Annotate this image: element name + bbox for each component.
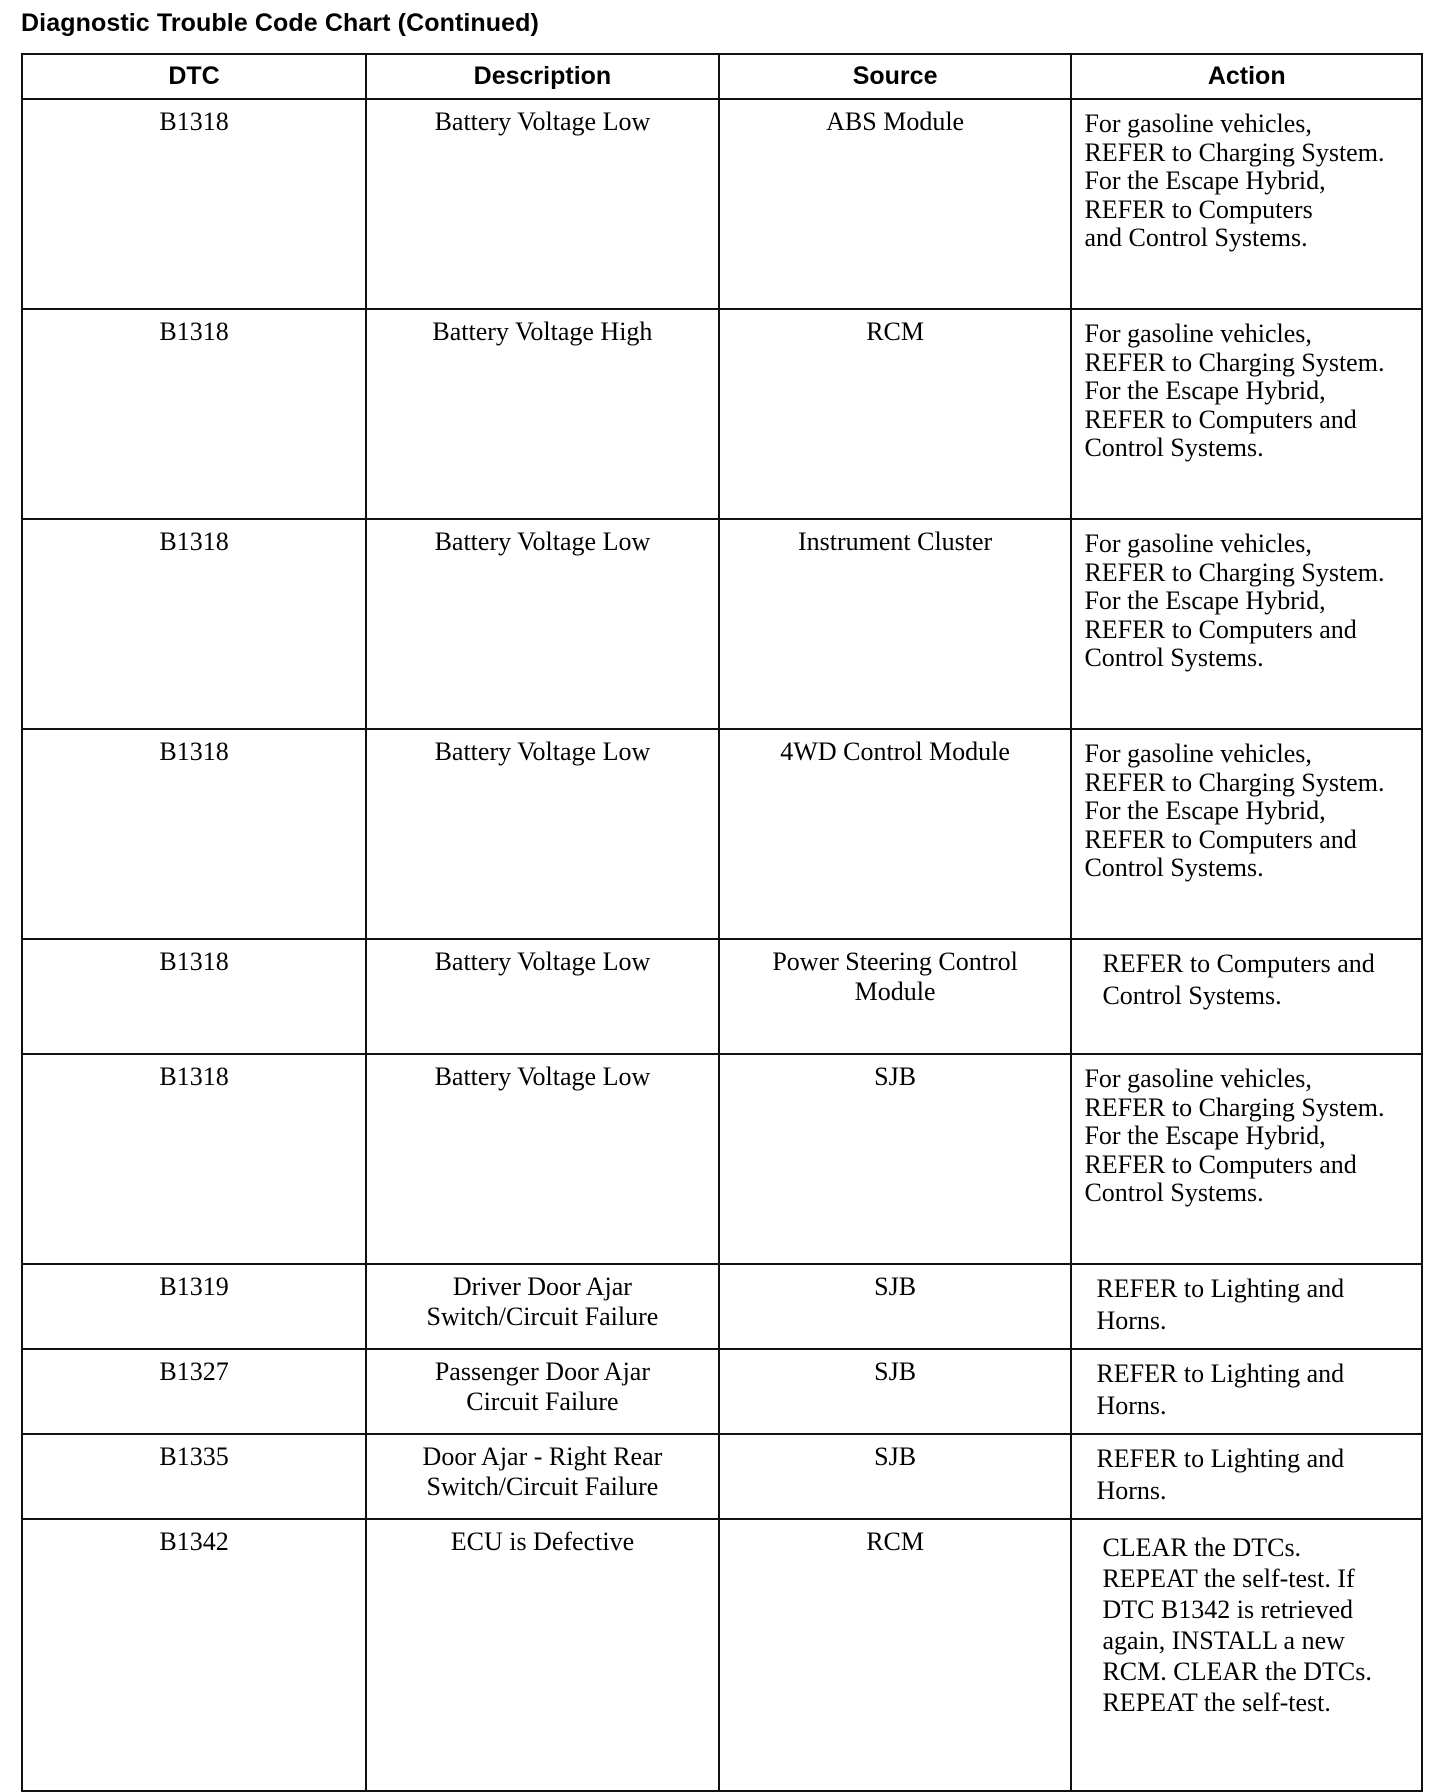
dtc-description: Battery Voltage Low: [366, 99, 719, 309]
dtc-description-text: Passenger Door Ajar Circuit Failure: [434, 1357, 651, 1416]
dtc-action: REFER to Lighting and Horns.: [1096, 1444, 1345, 1505]
dtc-code: B1342: [22, 1519, 366, 1791]
table-row: [22, 1349, 1422, 1434]
page-title: Diagnostic Trouble Code Chart (Continued): [21, 9, 539, 37]
dtc-source: RCM: [719, 309, 1072, 519]
dtc-code: B1318: [22, 729, 366, 939]
dtc-action: For gasoline vehicles, REFER to Charging System. For the Escape Hybrid, REFER to Computers and Control Systems.: [1084, 739, 1385, 882]
dtc-code: B1335: [22, 1434, 366, 1519]
table-row: [22, 939, 1422, 1054]
dtc-source: SJB: [719, 1264, 1072, 1349]
dtc-action-cell: [1071, 729, 1422, 939]
dtc-table: [21, 53, 1423, 1792]
dtc-action-cell: [1071, 99, 1422, 309]
table-row: [22, 1434, 1422, 1519]
dtc-code: B1318: [22, 519, 366, 729]
dtc-code: B1318: [22, 1054, 366, 1264]
table-row: [22, 309, 1422, 519]
dtc-code: B1327: [22, 1349, 366, 1434]
dtc-description-text: Driver Door Ajar Switch/Circuit Failure: [426, 1272, 659, 1331]
column-header-dtc: DTC: [22, 54, 366, 99]
dtc-code: B1318: [22, 939, 366, 1054]
dtc-description: [366, 1434, 719, 1519]
dtc-source: SJB: [719, 1054, 1072, 1264]
dtc-description: [366, 1264, 719, 1349]
dtc-description: Battery Voltage Low: [366, 1054, 719, 1264]
dtc-description: ECU is Defective: [366, 1519, 719, 1791]
dtc-action: REFER to Computers and Control Systems.: [1102, 949, 1375, 1010]
dtc-code: B1318: [22, 309, 366, 519]
dtc-action-cell: [1071, 1264, 1422, 1349]
dtc-source: RCM: [719, 1519, 1072, 1791]
dtc-action: For gasoline vehicles, REFER to Charging System. For the Escape Hybrid, REFER to Computers and Control Systems.: [1084, 319, 1385, 462]
dtc-source: [719, 939, 1072, 1054]
dtc-action-cell: [1071, 1054, 1422, 1264]
table-row: [22, 1054, 1422, 1264]
dtc-description: Battery Voltage Low: [366, 939, 719, 1054]
column-header-action: Action: [1071, 54, 1422, 99]
table-header-row: [22, 54, 1422, 99]
dtc-description: [366, 1349, 719, 1434]
dtc-action: For gasoline vehicles, REFER to Charging System. For the Escape Hybrid, REFER to Computers and Control Systems.: [1084, 1064, 1385, 1207]
dtc-source: SJB: [719, 1434, 1072, 1519]
dtc-description: Battery Voltage Low: [366, 729, 719, 939]
dtc-action: For gasoline vehicles, REFER to Charging System. For the Escape Hybrid, REFER to Computers and Control Systems.: [1084, 109, 1385, 252]
dtc-source: 4WD Control Module: [719, 729, 1072, 939]
table-row: [22, 519, 1422, 729]
dtc-source-text: Power Steering Control Module: [772, 947, 1018, 1006]
table-row: [22, 729, 1422, 939]
dtc-action-cell: [1071, 1434, 1422, 1519]
table-row: [22, 1519, 1422, 1791]
dtc-action-cell: [1071, 1519, 1422, 1791]
column-header-description: Description: [366, 54, 719, 99]
dtc-source: SJB: [719, 1349, 1072, 1434]
dtc-code: B1318: [22, 99, 366, 309]
dtc-code: B1319: [22, 1264, 366, 1349]
dtc-action-cell: [1071, 519, 1422, 729]
dtc-action: REFER to Lighting and Horns.: [1096, 1359, 1345, 1420]
dtc-action-cell: [1071, 939, 1422, 1054]
dtc-description: Battery Voltage Low: [366, 519, 719, 729]
dtc-description: Battery Voltage High: [366, 309, 719, 519]
table-row: [22, 99, 1422, 309]
dtc-description-text: Door Ajar - Right Rear Switch/Circuit Failure: [422, 1442, 663, 1501]
dtc-action-cell: [1071, 1349, 1422, 1434]
dtc-action-cell: [1071, 309, 1422, 519]
dtc-action: REFER to Lighting and Horns.: [1096, 1274, 1345, 1335]
column-header-source: Source: [719, 54, 1072, 99]
dtc-source: ABS Module: [719, 99, 1072, 309]
table-row: [22, 1264, 1422, 1349]
dtc-action: CLEAR the DTCs. REPEAT the self-test. If DTC B1342 is retrieved again, INSTALL a new RCM. CLEAR the DTCs. REPEAT the self-test.: [1102, 1533, 1372, 1717]
dtc-source: Instrument Cluster: [719, 519, 1072, 729]
dtc-action: For gasoline vehicles, REFER to Charging System. For the Escape Hybrid, REFER to Computers and Control Systems.: [1084, 529, 1385, 672]
